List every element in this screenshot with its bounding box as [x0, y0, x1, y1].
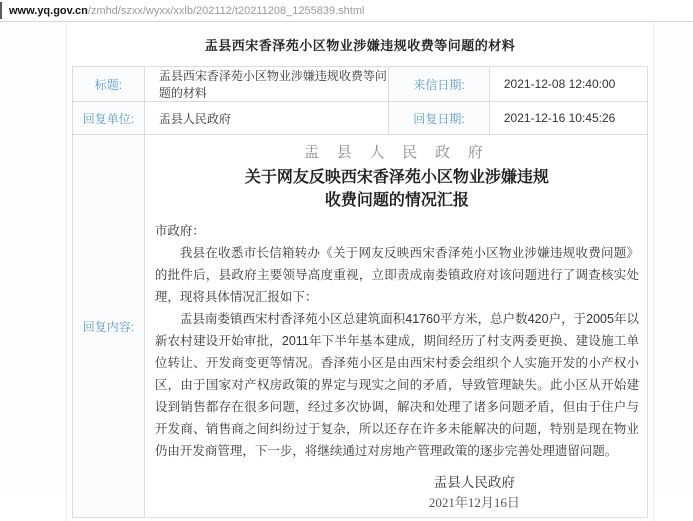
document-title-line1: 关于网友反映西宋香泽苑小区物业涉嫌违规 — [244, 169, 549, 186]
browser-address-bar[interactable] — [0, 0, 693, 22]
content-card — [66, 22, 654, 521]
title-field-value: 盂县西宋香泽苑小区物业涉嫌违规收费等问题的材料 — [144, 67, 388, 102]
reply-document — [155, 143, 639, 513]
letter-date-label: 来信日期: — [389, 67, 490, 102]
table-row-reply-content — [73, 135, 648, 518]
letter-info-table — [72, 66, 648, 518]
reply-date-label: 回复日期: — [389, 102, 490, 135]
reply-unit-label: 回复单位: — [73, 102, 145, 135]
url-path: /zmhd/szxx/wyxx/xxlb/202112/t20211208_1255839.shtml — [87, 4, 365, 17]
document-salutation: 市政府： — [154, 224, 205, 238]
reply-content-label: 回复内容: — [73, 135, 145, 518]
document-title-line2: 收费问题的情况汇报 — [324, 192, 469, 209]
page-title: 盂县西宋香泽苑小区物业涉嫌违规收费等问题的材料 — [204, 37, 516, 53]
document-paragraph: 我县在收悉市长信箱转办《关于网友反映西宋香泽苑小区物业涉嫌违规收费问题》的批件后，县政府主要领导高度重视，立即责成南娄镇政府对该问题进行了调查核实处理，现将具体情况汇报如下： — [154, 246, 639, 304]
page-url[interactable] — [9, 5, 364, 17]
table-row-title — [73, 67, 648, 102]
document-signature: 盂县人民政府 — [433, 475, 515, 490]
document-date: 2021年12月16日 — [428, 495, 520, 510]
reply-date-value: 2021-12-16 10:45:26 — [489, 102, 647, 135]
title-field-label: 标题: — [73, 67, 145, 102]
letter-date-value: 2021-12-08 12:40:00 — [489, 67, 647, 102]
reply-content-cell — [144, 135, 647, 518]
signature-block — [373, 472, 576, 513]
page-background — [0, 22, 693, 510]
document-body — [155, 220, 639, 462]
table-row-reply-unit — [73, 102, 648, 135]
document-agency-header: 盂 县 人 民 政 府 — [304, 145, 490, 161]
address-bar-cursor-icon — [0, 2, 2, 19]
reply-unit-value: 盂县人民政府 — [144, 102, 388, 135]
url-domain: www.yq.gov.cn — [9, 4, 88, 17]
document-title — [155, 166, 639, 212]
document-paragraph: 盂县南娄镇西宋村香泽苑小区总建筑面积41760平方米，总户数420户，于2005年以新农村建设开始审批，2011年下半年基本建成，期间经历了村支两委更换、建设施工单位转让、开发商变更等情况。香泽苑小区是由西宋村委会组织个人实施开发的小产权小区，由于国家对产权房政策的界定与现实之间的矛盾，导致管理缺失。此小区从开始建设到销售都存在很多问题，经过多次协调，解决和处理了诸多问题矛盾，但由于住户与开发商、销售商之间纠纷过于复杂，所以还存在许多未能解决的问题，特别是现在物业仍由开发商管理，下一步，将继续通过对房地产管理政策的逐步完善处理遗留问题。 — [154, 312, 639, 458]
